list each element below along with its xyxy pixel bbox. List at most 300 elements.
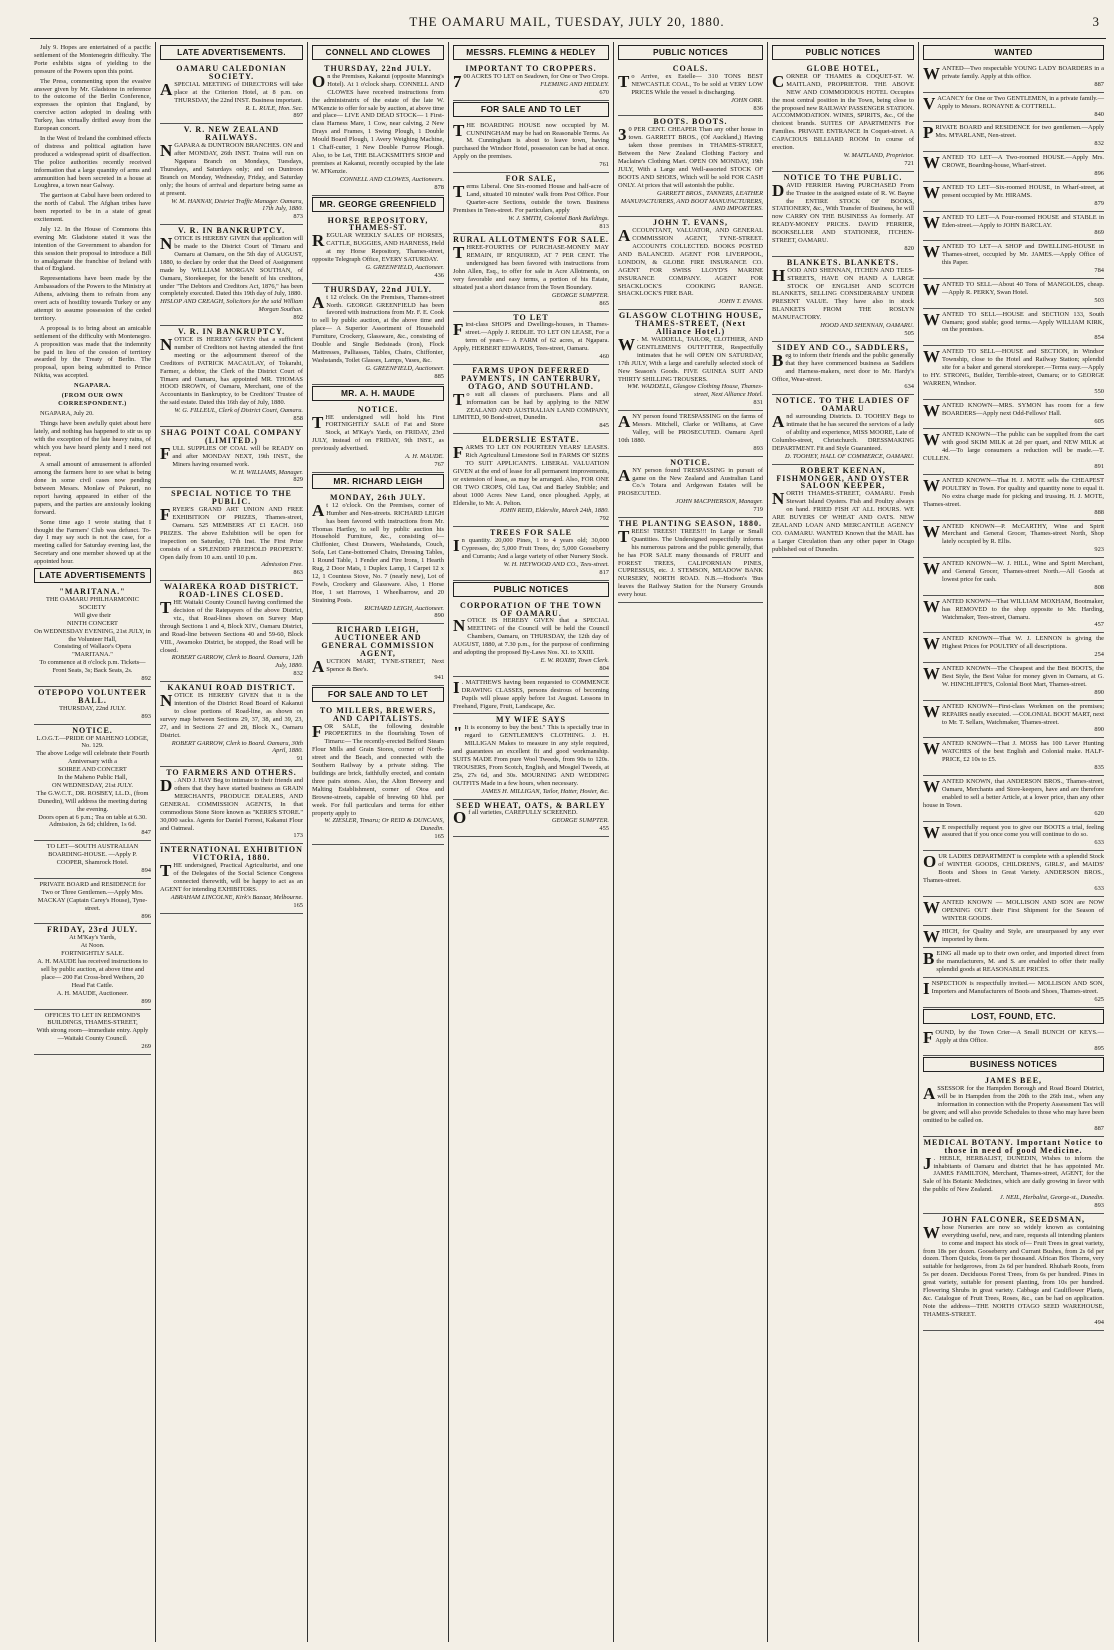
drop-cap: R bbox=[312, 231, 325, 251]
ad-number: 457 bbox=[1094, 621, 1104, 629]
drop-cap: T bbox=[160, 861, 172, 881]
news-paragraph: The Press, commenting upon the evasive answer given by Mr. Gladstone in reference to the outcome of the Berlin Conference, expresses the opinion that England, by coercive action adopted in dealing with Turkey, has virtually drifted away from the European concert. bbox=[34, 77, 151, 133]
ad-body bbox=[312, 502, 444, 605]
advertisement bbox=[34, 586, 151, 687]
ad-body bbox=[923, 95, 1104, 111]
news-paragraph: In the West of Ireland the combined effects of distress and political agitation have produced a widespread spirit of disaffection. The police authorities recently received information that a large quantity of arms and ammunition had been secreted in a house at Loughrea, a town near Galway. bbox=[34, 134, 151, 190]
ad-title: CORPORATION OF THE TOWN OF OAMARU. bbox=[460, 600, 602, 618]
column-7 bbox=[919, 42, 1108, 1642]
ngapara-heading: NGAPARA. bbox=[73, 382, 112, 390]
ad-body bbox=[772, 413, 914, 453]
drop-cap: N bbox=[160, 335, 173, 354]
ad-body-text: ULL SUPPLIES OF COAL will be READY on and after MONDAY NEXT, 19th INST., the Miners having resumed work. bbox=[172, 444, 303, 468]
drop-cap: T bbox=[453, 181, 465, 201]
ad-signature: WM. WADDELL, Glasgow Clothing House, Thames-street, Next Alliance Hotel. bbox=[627, 383, 763, 399]
section-header: LOST, FOUND, ETC. bbox=[923, 1009, 1104, 1024]
advertisement bbox=[923, 1214, 1104, 1331]
ad-body bbox=[923, 431, 1104, 463]
ad-signature: RICHARD LEIGH, Auctioneer. bbox=[364, 604, 444, 612]
advertisement bbox=[160, 63, 303, 124]
ad-body-text: ANTED TO LET—A Two-roomed HOUSE.—Apply Mrs. CROWE, Boarding-house, Wharf-street. bbox=[942, 154, 1104, 170]
advertisement bbox=[453, 434, 609, 527]
drop-cap: N bbox=[160, 141, 173, 161]
ad-body-text: OTICE IS HEREBY GIVEN that a sufficient number of Creditors not having attended the first meeting or the adjournment thereof of the Creditors of PATRICK MACAULAY, of Tokarahi, Farmer, a debtor, the Clerk of the District Court of Timaru and Oamaru, has appointed MR. THOMAS HOOD BROWN, of Oamaru, Merchant, one of the Accountants in Bankruptcy, to be Creditors' Trustee of the said estate. Dated this 16th day of July, 1880. bbox=[160, 336, 303, 407]
news-paragraph: Representations have been made by the Ambassadors of the Powers to the Ministry at Athens, advising them to refrain from any overt acts of hostility towards Turkey or any attempt to assume possession of the ceded territory. bbox=[34, 275, 151, 322]
ad-body bbox=[312, 232, 444, 264]
ad-body bbox=[923, 184, 1104, 200]
ad-signature: HOOD AND SHENNAN, OAMARU. bbox=[820, 322, 914, 330]
drop-cap: W bbox=[923, 596, 940, 616]
ad-title: JOHN FALCONER, SEEDSMAN, bbox=[942, 1214, 1085, 1224]
ad-number: 633 bbox=[1094, 884, 1104, 892]
ad-body bbox=[923, 950, 1104, 974]
ad-number: 836 bbox=[753, 104, 763, 112]
advertisement bbox=[923, 978, 1104, 1008]
drop-cap: O bbox=[453, 808, 467, 828]
ad-body-text: ANTED KNOWN—MRS. SYMON has room for a few BOARDERS—Apply next Odd-Fellows' Hall. bbox=[942, 401, 1104, 417]
drop-cap: O bbox=[923, 852, 937, 872]
advertisement bbox=[923, 1075, 1104, 1136]
ad-body-text: ANTED TO LET—A Four-roomed HOUSE and STABLE in Eden-street.—Apply to JOHN BARCLAY. bbox=[942, 213, 1104, 229]
ad-body-text: ANTED KNOWN—That WILLIAM MOXHAM, Bootmaker, has REMOVED to the shop opposite to Mr. Harding, Watchmaker, Tees-street, Oamaru. bbox=[942, 597, 1104, 621]
ad-number: 813 bbox=[599, 222, 609, 230]
column-5 bbox=[614, 42, 768, 1642]
ad-number: 832 bbox=[293, 670, 303, 678]
ad-signature: ROBERT GARROW, Clerk to Board. Oamaru, 12th July, 1880. bbox=[171, 654, 303, 670]
ad-line: At M'Kay's Yards, bbox=[69, 934, 116, 942]
ad-body bbox=[453, 244, 609, 291]
drop-cap: A bbox=[160, 79, 173, 99]
ad-line: The above Lodge will celebrate their Fourth Anniversary with a bbox=[36, 750, 149, 766]
drop-cap: W bbox=[923, 739, 940, 759]
drop-cap: T bbox=[160, 598, 172, 618]
ad-number: 899 bbox=[141, 997, 151, 1005]
ad-number: 721 bbox=[904, 159, 914, 167]
advertisement bbox=[923, 1027, 1104, 1057]
advertisement bbox=[312, 284, 444, 385]
ad-number: 893 bbox=[1094, 1202, 1104, 1210]
drop-cap: W bbox=[923, 309, 940, 329]
ad-signature: FLEMING AND HEDLEY. bbox=[540, 80, 609, 88]
drop-cap: N bbox=[160, 234, 173, 254]
ad-body bbox=[772, 182, 914, 245]
advertisement bbox=[923, 429, 1104, 475]
advertisement bbox=[160, 427, 303, 488]
ad-title: RICHARD LEIGH, AUCTIONEER AND GENERAL COMMISSION AGENT, bbox=[321, 625, 435, 659]
ad-body-text: HE Waitaki County Council having confirmed the decision of the Ratepayers of the above District, viz., that Road-lines shown on Survey Map through Sections 1 and 4, Block XIV., Oamaru District, and Road-line between Sections 40 and 59-60, Block VIII., Awamoko District, be stopped, the Road will be closed. bbox=[160, 599, 303, 654]
ad-title: OTEPOPO VOLUNTEER BALL. bbox=[38, 687, 147, 705]
advertisement bbox=[923, 1137, 1104, 1214]
ad-title: TO LET bbox=[513, 312, 549, 322]
ad-body-text: It is economy to buy the best." This is specially true in regard to GENTLEMEN'S CLOTHING. J. H. MILLIGAN Makes to measure in any style required, and guarantees an excellent fit and good workmanship. SUITS MADE From pure Wool Tweeds, from 90s to 120s. TROUSERS, From Scotch, English, and Mosgiel Tweeds, at 25s, 27s 6d, and 30s. MOURNING AND WEDDING OUTFITS Made in a few hours, when necessary. bbox=[453, 724, 609, 787]
ad-title: V. R. NEW ZEALAND RAILWAYS. bbox=[183, 125, 280, 143]
ad-body bbox=[618, 73, 763, 97]
ad-number: 804 bbox=[599, 664, 609, 672]
ad-title: THURSDAY, 22nd JULY. bbox=[324, 284, 432, 294]
masthead bbox=[30, 14, 1104, 40]
ad-title: MY WIFE SAYS bbox=[496, 715, 566, 725]
ad-body bbox=[923, 665, 1104, 689]
drop-cap: W bbox=[618, 335, 635, 354]
ad-body-text: RYER'S GRAND ART UNION AND FREE EXHIBITION OF PRIZES, Thames-street, Oamaru. 525 MEMBERS AT £1 EACH. 160 PRIZES. The above Exhibition will be open for inspection on Saturday, 17th Inst. The First Prize consists of a SPLENDID FREEHOLD PROPERTY. Open daily from 10 a.m. until 10 p.m. bbox=[160, 506, 303, 561]
ad-number: 878 bbox=[434, 183, 444, 191]
ad-signature: Admission Free. bbox=[261, 561, 303, 569]
ad-body-text: EING all made up to their own order, and imported direct from the manufacturers, M. and S. are enabled to offer their really splendid goods at REASONABLE PRICES. bbox=[936, 950, 1104, 974]
ad-line: PRIVATE BOARD and RESIDENCE for Two or Three Gentlemen.—Apply Mrs. MACKAY (Captain Carey's House), Tyne-street. bbox=[37, 880, 148, 912]
ad-number: 892 bbox=[293, 314, 303, 322]
advertisement bbox=[923, 633, 1104, 663]
ad-line: THURSDAY, 22nd JULY. bbox=[59, 704, 126, 712]
ad-number: 832 bbox=[1094, 140, 1104, 148]
ad-body bbox=[923, 1224, 1104, 1319]
ad-body-text: . M. WADDELL, TAILOR, CLOTHIER, AND GENTLEMEN'S OUTFITTER, Respectfully intimates that he will OPEN ON SATURDAY, 17th JULY, With a large and carefully selected stock of New Season's Goods. FIVE GUINEA SUIT AND THIRTY SHILLING TROUSERS. bbox=[618, 336, 763, 383]
ad-body-text: E respectfully request you to give our BOOTS a trial, feeling assured that if you once come you will continue to do so. bbox=[942, 823, 1104, 839]
ad-title: SIDEY AND CO., SADDLERS, bbox=[777, 342, 909, 352]
advertisement bbox=[772, 172, 914, 257]
ad-number: 165 bbox=[434, 833, 444, 841]
ad-title: WAIAREKA ROAD DISTRICT. ROAD-LINES CLOSED. bbox=[163, 582, 300, 600]
ad-line: FORTNIGHTLY SALE. bbox=[61, 950, 124, 958]
advertisement bbox=[772, 63, 914, 172]
ad-body bbox=[312, 73, 444, 176]
ad-line: A. H. MAUDE has received instructions to sell by public auction, at above time and place— 200 Fat Cross-bred Wethers, 20 Head Fat Cattle. bbox=[37, 958, 148, 989]
masthead-rule bbox=[30, 38, 1106, 39]
ad-signature: JAMES H. MILLIGAN, Tailor, Hatter, Hosier, &c. bbox=[481, 787, 609, 795]
ad-body-text: UR LADIES DEPARTMENT is complete with a splendid Stock of WINTER GOODS, CHILDREN'S, GIRLS', and MAIDS' Boots and Shoes in Great Variety. ANDERSON BROS., Thames-street. bbox=[923, 853, 1104, 884]
news-paragraph: Some time ago I wrote stating that I thought the Farmers' Club was defunct. To-day I may say such is not the case, for a meeting called for Saturday evening last, the Secretary and one member showed up at the appointed hour. bbox=[34, 518, 151, 566]
ad-number: 885 bbox=[434, 372, 444, 380]
advertisement bbox=[923, 738, 1104, 776]
ad-number: 840 bbox=[1094, 110, 1104, 118]
ad-body-text: AVID FERRIER Having PURCHASED From the Trustee in the assigned estate of R. W. Bayne the ENTIRE STOCK OF BOOKS, STATIONERY, &c., With Transfer of Business, he will now CARRY ON THE BUSINESS As formerly. AT READY-MONEY PRICES. DAVID FERRIER, BOOKSELLER AND STATIONER, ITCHEN-STREET, OAMARU. bbox=[772, 181, 914, 245]
ad-number: 165 bbox=[293, 901, 303, 909]
advertisement bbox=[923, 212, 1104, 242]
ad-title: JAMES BEE, bbox=[984, 1076, 1043, 1086]
ad-body-text: CCOUNTANT, VALUATOR, AND GENERAL COMMISSION AGENT, TYNE-STREET. ACCOUNTS COLLECTED. BOOKS POSTED AND BALANCED. AGENT FOR LIVERPOOL, LONDON, & GLOBE FIRE INSURANCE CO. AGENT FOR SWISS LLOYD'S MARINE INSURANCE COMPANY. AGENT FOR SHACKLOCK'S COOKING RANGE. SHACKLOCK'S FIRE BAR. bbox=[618, 227, 763, 298]
ad-signature: W. MAITLAND, Proprietor. bbox=[843, 151, 914, 159]
drop-cap: N bbox=[453, 616, 466, 636]
advertisement bbox=[923, 776, 1104, 822]
drop-cap: N bbox=[772, 489, 785, 509]
ad-title: SPECIAL NOTICE TO THE PUBLIC. bbox=[171, 489, 292, 507]
drop-cap: C bbox=[772, 71, 785, 91]
ad-body bbox=[923, 1029, 1104, 1045]
drop-cap: A bbox=[618, 412, 631, 432]
drop-cap: W bbox=[923, 242, 940, 262]
drop-cap: A bbox=[618, 465, 631, 485]
ad-signature: W. J. SMITH, Colonial Bank Buildings. bbox=[508, 214, 609, 222]
advertisement bbox=[772, 342, 914, 395]
ad-body bbox=[160, 81, 303, 105]
ad-title: RURAL ALLOTMENTS FOR SALE. bbox=[453, 235, 609, 245]
advertisement bbox=[772, 257, 914, 342]
ad-line: A. H. MAUDE, Auctioneer. bbox=[56, 989, 129, 997]
ad-number: 460 bbox=[599, 353, 609, 361]
ad-number: 670 bbox=[599, 88, 609, 96]
section-header: MESSRS. FLEMING & HEDLEY bbox=[453, 45, 609, 60]
advertisement bbox=[923, 346, 1104, 399]
ad-title: OAMARU CALEDONIAN SOCIETY. bbox=[176, 64, 287, 81]
ad-body-text: HICH, for Quality and Style, are unsurpassed by any ever imported by them. bbox=[942, 928, 1104, 944]
advertisement bbox=[312, 215, 444, 284]
columns bbox=[30, 42, 1108, 1642]
ad-title: COALS. bbox=[672, 64, 709, 73]
ad-body bbox=[772, 267, 914, 322]
ad-number: 494 bbox=[1094, 1318, 1104, 1326]
page-number: 3 bbox=[1092, 14, 1100, 29]
ad-body-text: NY person found TRESPASSING in pursuit of game on the New Zealand and Australian Land Co.'s Totara and Ardgowan Estates will be PROSECUTED. bbox=[618, 466, 763, 498]
ad-signature: W. G. FILLEUL, Clerk of District Court, Oamaru. bbox=[174, 407, 303, 415]
ad-title: V. R. IN BANKRUPTCY. bbox=[177, 327, 286, 337]
ad-body-text: ANTED KNOWN—P. McCARTHY, Wine and Spirit Merchant and General Grocer, Thames-street North, Shop lately occupied by R. Ellis. bbox=[942, 522, 1104, 546]
ad-title: TO FARMERS AND OTHERS. bbox=[166, 768, 297, 778]
ad-line: SOIREE AND CONCERT bbox=[58, 766, 127, 774]
ad-line: The G.W.C.T., DR. ROSBEY, LL.D., (from Dunedin), Will address the meeting during the evening. bbox=[36, 789, 149, 813]
ad-title: ELDERSLIE ESTATE. bbox=[482, 435, 580, 445]
ad-title: KAKANUI ROAD DISTRICT. bbox=[167, 683, 296, 693]
drop-cap: F bbox=[923, 1027, 934, 1047]
ad-body bbox=[923, 123, 1104, 143]
advertisement bbox=[618, 411, 763, 457]
ad-title: JOHN T. EVANS, bbox=[653, 218, 728, 228]
ad-body bbox=[923, 634, 1104, 654]
ad-number: 887 bbox=[1094, 80, 1104, 88]
ad-body-text: ANTED KNOWN—That H. J. MOTE sells the CHEAPEST POULTRY in Town. For quality and quantity none to equal it. No extra charge made for picking and trussing. H. J. MOTE, Thames-street. bbox=[923, 476, 1104, 508]
ad-body-text: nd surrounding Districts. D. TOOHEY Begs to intimate that he has secured the services of a lady of ability and experience, MISS MOORE, Late of Columbo-street, Christchurch. DRESSMAKING DEPARTMENT. Fit and Style Guaranteed. bbox=[772, 413, 914, 452]
ad-number: 835 bbox=[1094, 764, 1104, 772]
advertisement bbox=[923, 663, 1104, 701]
ad-body-text: ANTED KNOWN, that ANDERSON BROS., Thames-street, Oamaru, Merchants and Store-keepers, have and are therefore enabled to sell a better Article, at a lower price, than any other house in Town. bbox=[923, 777, 1104, 809]
advertisement bbox=[160, 581, 303, 682]
advertisement bbox=[923, 926, 1104, 948]
ad-body-text: ANTED KNOWN—That W. J. LENNON is giving the Highest Prices for POULTRY of all descriptions. bbox=[942, 635, 1104, 651]
advertisement bbox=[923, 822, 1104, 852]
ad-body-text: NSPECTION is respectfully invited.— MOLLISON AND SON, Importers and Manufacturers of Boots and Shoes, Thames-street. bbox=[931, 980, 1104, 995]
ad-body-text: SSESSOR for the Hampden Borough and Road Board District, will be in Hampden from the 20th to the 26th inst., when any information in connection with the Property Assessment Tax will be given; and will also provide Schedules to those who may have been omitted to be called on. bbox=[923, 1085, 1104, 1124]
ad-signature: JOHN REID, Elderslie, March 24th, 1880. bbox=[499, 507, 609, 515]
news-paragraph: July 12. In the House of Commons this evening Mr. Gladstone stated it was the intention of the Government to abandon for this session their proposal to introduce a Bill to amalgamate the franchise of Ireland with that of England. bbox=[34, 225, 151, 273]
ad-signature: HISLOP AND CREAGH, Solicitors for the said William Morgan Southan. bbox=[160, 298, 303, 314]
ad-signature: JOHN T. EVANS. bbox=[718, 298, 763, 306]
ad-title: FARMS UPON DEFERRED PAYMENTS, IN CANTERBURY, OTAGO, AND SOUTHLAND. bbox=[461, 366, 601, 391]
ad-body bbox=[923, 348, 1104, 388]
drop-cap: W bbox=[923, 634, 940, 654]
ad-body bbox=[160, 862, 303, 894]
ad-number: 854 bbox=[1094, 334, 1104, 342]
ad-body bbox=[923, 243, 1104, 267]
ad-number: 893 bbox=[753, 444, 763, 452]
ad-number: 91 bbox=[296, 755, 303, 763]
ad-body-text: 0 PER CENT. CHEAPER Than any other house in town. GARRETT BROS., (Of Auckland,) Having taken those premises in THAMES-STREET, Between the New Zealand Clothing Factory and Maclaine's Clothing Mart. OPEN ON MONDAY, 19th JULY, With a Large and Well-assorted STOCK OF BOOTS AND SHOES, Which will be sold FOR CASH ONLY. At prices that will astonish the public. bbox=[618, 126, 763, 189]
ad-body bbox=[618, 528, 763, 599]
drop-cap: W bbox=[923, 701, 940, 721]
ad-title: V. R. IN BANKRUPTCY. bbox=[177, 226, 286, 236]
ad-body-text: n quantity. 20,000 Pines, 1 to 4 years old; 30,000 Cypresses, do; 5,000 Fruit Trees, do; 5,000 Gooseberry and Currants; And a large variety of other Nursery Stock. bbox=[461, 537, 609, 560]
ad-body-text: EGULAR WEEKLY SALES OF HORSES, CATTLE, BUGGIES, AND HARNESS, Held at my Horse Repository, Thames-street, opposite Telegraph Office, EVERY SATURDAY. bbox=[312, 232, 444, 264]
advertisement bbox=[772, 465, 914, 558]
section-header: MR. GEORGE GREENFIELD bbox=[312, 197, 444, 212]
advertisement bbox=[34, 879, 151, 925]
drop-cap: W bbox=[923, 430, 940, 450]
ad-number: 550 bbox=[1094, 387, 1104, 395]
ad-body bbox=[923, 740, 1104, 764]
ad-number: 887 bbox=[1094, 1124, 1104, 1132]
ad-body bbox=[923, 1085, 1104, 1125]
advertisement bbox=[160, 326, 303, 427]
ad-line: Consisting of Wallace's Opera "MARITANA." bbox=[53, 643, 131, 659]
advertisement bbox=[923, 558, 1104, 596]
drop-cap: W bbox=[923, 822, 940, 842]
ad-signature: W. H. HEYWOOD AND CO., Tees-street. bbox=[503, 560, 609, 568]
ad-number: 820 bbox=[904, 244, 914, 252]
ad-body bbox=[160, 336, 303, 407]
drop-cap: N bbox=[160, 691, 173, 711]
ad-body bbox=[160, 235, 303, 298]
ad-body-text: RIVATE BOARD and RESIDENCE for two gentlemen.—Apply Mrs. M'FARLANE, Nen-street. bbox=[935, 124, 1104, 140]
ad-line: Will give their bbox=[73, 611, 111, 619]
drop-cap: W bbox=[923, 521, 940, 541]
ad-body-text: ANTED KNOWN—That J. MOSS has 100 Lever Hunting WATCHES of the best English and Colonial make. HALF-PRICE, £2 10s to £5. bbox=[942, 740, 1104, 764]
drop-cap: I bbox=[923, 979, 930, 998]
advertisement bbox=[160, 488, 303, 581]
ad-body bbox=[923, 1155, 1104, 1195]
ad-line: ON WEDNESDAY, 21st JULY. bbox=[52, 781, 133, 789]
ad-body-text: eg to inform their friends and the public generally that they have commenced business as Saddlers and Harness-makers, next door to Mr. Hardy's Office, Wear-street. bbox=[772, 351, 914, 383]
section-header: PUBLIC NOTICES bbox=[618, 45, 763, 60]
advertisement bbox=[34, 687, 151, 725]
advertisement bbox=[312, 705, 444, 845]
ad-body bbox=[160, 599, 303, 654]
ad-number: 173 bbox=[293, 832, 303, 840]
advertisement bbox=[923, 122, 1104, 152]
ad-body bbox=[772, 352, 914, 384]
advertisement bbox=[160, 124, 303, 225]
ad-body bbox=[923, 778, 1104, 810]
advertisement bbox=[34, 841, 151, 879]
column-3 bbox=[308, 42, 449, 1642]
ad-title: IMPORTANT TO CROPPERS. bbox=[465, 64, 597, 73]
drop-cap: A bbox=[312, 657, 325, 676]
advertisement bbox=[453, 527, 609, 580]
ad-body bbox=[923, 560, 1104, 584]
ad-body-text: OR SALE, the following desirable PROPERTIES in the flourishing Town of Timaru:— The recently-erected Belford Steam Flour Mills and Grain Stores, corner of North-street and the Beach, and connected with the Southern Railway by a private siding. The buildings are brick, faithfully erected, and contain three pairs stones. Also, the Alton Brewery and Malting Establishment, corner of Otoa and Browne-streets, capable of brewing 60 hhd. per week. For full particulars and terms for either property apply to bbox=[312, 722, 444, 817]
drop-cap: 3 bbox=[618, 125, 627, 145]
advertisement bbox=[34, 725, 151, 842]
ad-title: TO MILLERS, BREWERS, AND CAPITALISTS. bbox=[319, 705, 437, 723]
ad-line: Doors open at 6 p.m.; Tea on table at 6.30. Admission, 2s 6d; children, 1s 6d. bbox=[38, 813, 147, 829]
masthead-title: THE OAMARU MAIL, TUESDAY, JULY 20, 1880. bbox=[409, 14, 725, 29]
drop-cap: I bbox=[453, 677, 460, 697]
ad-body-text: UCTION MART, TYNE-STREET, Next Spence & Bee's. bbox=[326, 658, 444, 673]
ad-signature: D. TOOHEY, HALL OF COMMERCE, OAMARU. bbox=[785, 452, 914, 460]
ad-body-text: . HEBLE, HERBALIST, DUNEDIN, Wishes to inform the inhabitants of Oamaru and district that he has appointed Mr. JAMES FAMILTON, Merchant, Thames-street, AGENT, for the Sale of his Botanic Medicines, which are daily growing in favor with the public of New Zealand. bbox=[923, 1154, 1104, 1194]
ad-body-text: . AND J. HAY Beg to intimate to their friends and others that they have started business as GRAIN MERCHANTS, PRODUCE DEALERS, AND GENERAL COMMISSION AGENTS, In that commodious Stone Store known as "KERR'S STORE." 30,000 sacks. Agents for Daniel Forrest, Kakanui Flour and Oatmeal. bbox=[160, 777, 303, 832]
advertisement bbox=[34, 1010, 151, 1056]
advertisement bbox=[923, 521, 1104, 559]
ad-body-text: ANTED KNOWN—The Cheapest and the Best BOOTS, the Best Style, the Best Value for money given in Oamaru, at G. W. HINCHLIFFE'S, Colonial Boot Mart, Thames-street. bbox=[942, 665, 1104, 688]
ngapara-subheading: (FROM OUR OWN CORRESPONDENT.) bbox=[58, 392, 127, 407]
ad-signature: GEORGE SUMPTER. bbox=[551, 817, 609, 825]
ad-signature: ROBERT GARROW, Clerk to Board. Oamaru, 30th April, 1880. bbox=[171, 739, 303, 755]
ad-number: 897 bbox=[293, 112, 303, 120]
ad-number: 620 bbox=[1094, 809, 1104, 817]
ad-body bbox=[923, 477, 1104, 509]
advertisement bbox=[923, 897, 1104, 927]
ad-body-text: OTICE IS HEREBY GIVEN that it is the intention of the District Road Board of Kakanui to close portions of Road-line, as shown on survey map between Sections 29, 37, 38, and 39, 23, 27, and in Sections 27 and 28, Block X., Oamaru District. bbox=[160, 692, 303, 739]
advertisement bbox=[160, 767, 303, 844]
ad-title: GLASGOW CLOTHING HOUSE, THAMES-STREET, (Next Alliance Hotel.) bbox=[618, 311, 763, 337]
ad-number: 890 bbox=[1094, 688, 1104, 696]
drop-cap: " bbox=[453, 723, 463, 743]
ad-body-text: ORNER OF THAMES & COQUET-ST. W. MAITLAND, PROPRIETOR. THE ABOVE NEW AND COMMODIOUS HOTEL Occupies the most central position in the Town, being close to the proposed new RAILWAY PASSENGER STATION. ACCOMMODATION. WINES, SPIRITS, &c., Of the choicest brands. SUITES OF APARTMENTS For Families. PRIVATE ENTRANCE In Coquet-street. A CAPACIOUS BILLIARD ROOM In course of erection. bbox=[772, 72, 914, 152]
ad-body bbox=[618, 126, 763, 189]
drop-cap: V bbox=[923, 93, 936, 113]
drop-cap: W bbox=[923, 776, 940, 796]
ad-body bbox=[312, 723, 444, 818]
ad-number: 784 bbox=[1094, 267, 1104, 275]
ad-body bbox=[160, 445, 303, 469]
ad-signature: ABRAHAM LINCOLNE, Kirk's Bazaar, Melbourne. bbox=[170, 893, 303, 901]
ad-number: 829 bbox=[293, 476, 303, 484]
ad-title: BLANKETS. BLANKETS. bbox=[786, 257, 900, 267]
ad-body bbox=[618, 336, 763, 383]
advertisement bbox=[453, 677, 609, 715]
ad-signature: GARRETT BROS., TANNERS, LEATHER MANUFACTURERS, AND BOOT MANUFACTURERS, AND IMPORTERS. bbox=[620, 189, 763, 213]
ad-body-text: SPECIAL MEETING of DIRECTORS will take place at the Criterion Hotel, at 8 p.m. on THURSDAY, the 22nd INST. Business important. bbox=[174, 80, 303, 104]
drop-cap: D bbox=[160, 776, 173, 796]
ad-title: THE PLANTING SEASON, 1880. bbox=[618, 519, 763, 529]
ad-body bbox=[160, 692, 303, 739]
advertisement bbox=[453, 365, 609, 434]
ad-line: THE OAMARU PHILHARMONIC SOCIETY bbox=[45, 596, 140, 611]
drop-cap: T bbox=[618, 71, 630, 91]
ad-number: 847 bbox=[141, 829, 151, 837]
drop-cap: J bbox=[923, 1153, 932, 1173]
ad-body-text: ANTED KNOWN — MOLLISON AND SON are NOW OPENING OUT their First Shipment for the Season of WINTER GOODS. bbox=[942, 898, 1104, 922]
ad-body-text: HREE-FOURTHS OF PURCHASE-MONEY MAY REMAIN, IF REQUIRED, AT 7 PER CENT. The undersigned has been favored with instructions from John Allen, Esq., to offer for sale in Acre Allotments, on very favorable and easy terms, a portion of his Estate, situated just a short distance from the Town Boundary. bbox=[453, 244, 609, 291]
section-header: FOR SALE AND TO LET bbox=[453, 102, 609, 117]
drop-cap: T bbox=[453, 389, 465, 409]
drop-cap: W bbox=[923, 347, 940, 367]
drop-cap: W bbox=[923, 475, 940, 495]
advertisement bbox=[312, 63, 444, 196]
drop-cap: W bbox=[923, 64, 940, 83]
advertisement bbox=[923, 182, 1104, 212]
ngapara-dateline: NGAPARA, July 20. bbox=[40, 409, 94, 417]
ad-number: 808 bbox=[1094, 583, 1104, 591]
ad-body-text: o suit all classes of purchasers. Plans and all information can be had by applying to the NEW ZEALAND AND AUSTRALIAN LAND COMPANY, LIMITED, 90 Bond-street, Dunedin. bbox=[453, 390, 609, 422]
ad-body bbox=[618, 467, 763, 499]
ad-number: 831 bbox=[753, 399, 763, 407]
ad-line: To commence at 8 o'clock p.m. Tickets—Front Seats, 3s; Back Seats, 2s. bbox=[39, 659, 146, 675]
advertisement bbox=[923, 152, 1104, 182]
ad-body bbox=[453, 724, 609, 787]
drop-cap: T bbox=[453, 243, 465, 263]
ad-body bbox=[618, 227, 763, 298]
drop-cap: D bbox=[772, 180, 785, 200]
ad-number: 634 bbox=[904, 383, 914, 391]
ad-number: 865 bbox=[599, 299, 609, 307]
news-paragraph: The garrison at Cabul have been ordered to the north of Cabul. The Afghan tribes have been reported to be in a state of great excitement. bbox=[34, 192, 151, 224]
ad-number: 895 bbox=[1094, 1044, 1104, 1052]
column-1 bbox=[30, 42, 156, 1642]
advertisement bbox=[160, 682, 303, 767]
ad-body bbox=[923, 281, 1104, 297]
section-header: WANTED bbox=[923, 45, 1104, 60]
ad-body-text: o Arrive, ex Estelle— 310 TONS BEST NEWCASTLE COAL, To be sold at VERY LOW PRICES While the vessel is discharging. bbox=[631, 72, 763, 96]
drop-cap: T bbox=[312, 412, 324, 432]
ad-body bbox=[453, 537, 609, 561]
